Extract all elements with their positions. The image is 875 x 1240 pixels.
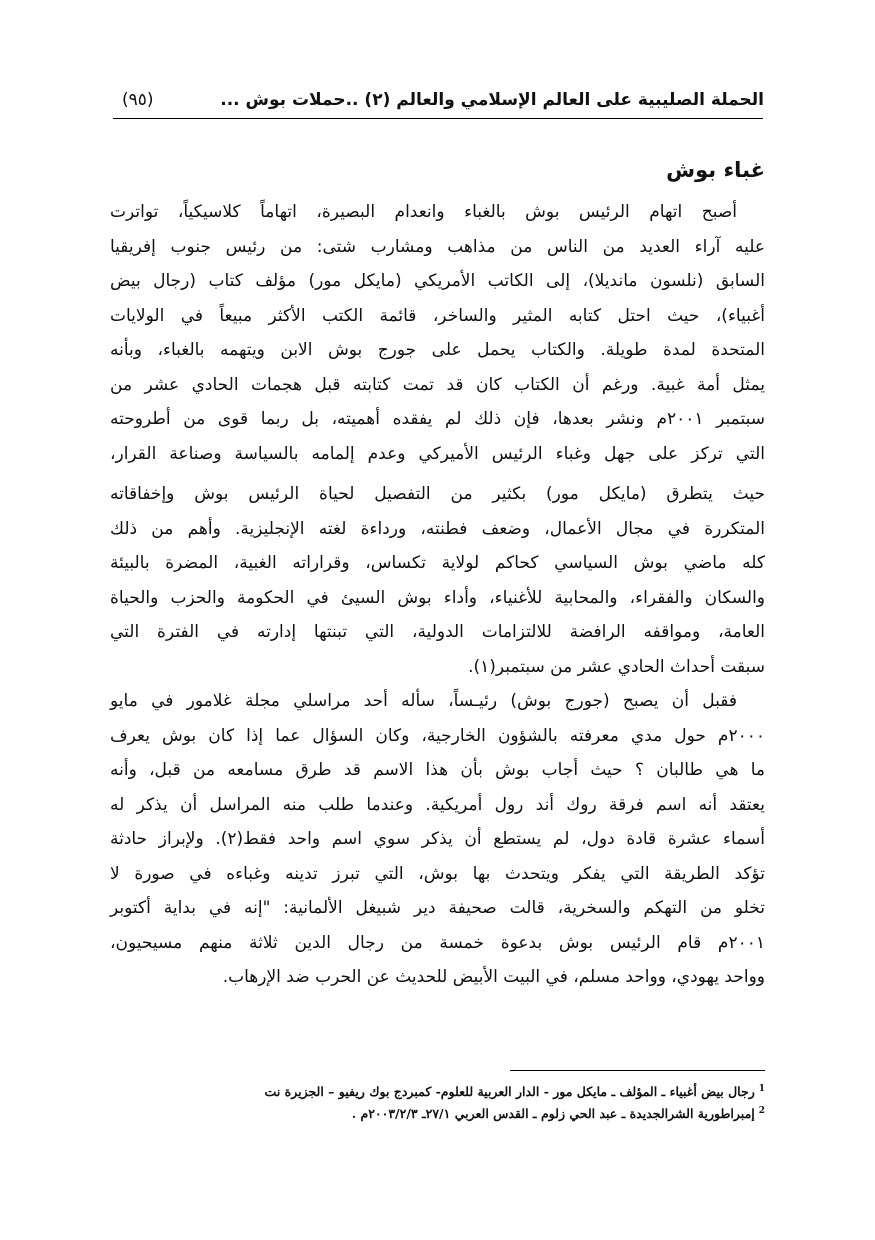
text-line: المتكررة في مجال الأعمال، وضعف فطنته، ورداءة لغته الإنجليزية. وأهم من ذلك [110, 518, 765, 539]
footnote [105, 1078, 765, 1100]
text-line: يعتقد أنه اسم فرقة روك أند رول أمريكية. وعندما طلب منه المراسل أن يذكر له [110, 794, 765, 815]
text-line: فقبل أن يصبح (جورج بوش) رئيـساً، سأله أحد مراسلي مجلة غلامور في مايو [110, 691, 737, 711]
section-heading: غباء بوش [666, 158, 765, 182]
text-line: سبتمبر ٢٠٠١م ونشر بعدها، فإن ذلك لم يفقده أهميته، بل ربما قوى من أطروحته [110, 409, 765, 429]
paragraph [110, 195, 765, 471]
text-line: سبقت أحداث الحادي عشر من سبتمبر(١). [468, 656, 765, 677]
header-title: الحملة الصليبية على العالم الإسلامي والعالم (٢) ..حملات بوش ... [220, 90, 764, 110]
footnote-number: 1 [758, 1084, 765, 1094]
footnote [105, 1100, 765, 1122]
text-line: ما هي طالبان ؟ حيث أجاب بوش بأن هذا الاسم قد طرق مسامعه من قبل، وأنه [110, 760, 765, 780]
paragraph [110, 477, 765, 684]
footnotes [105, 1078, 765, 1122]
footnote-number: 2 [758, 1106, 765, 1116]
footnote-rule [510, 1070, 765, 1071]
text-line: المتحدة لمدة طويلة. والكتاب يحمل على جورج بوش الابن ويتهمه بالغباء، وبأنه [110, 340, 765, 360]
text-line: التي تركز على جهل وغباء الرئيس الأميركي وعدم إلمامه بالسياسة وصناعة القرار، [110, 443, 765, 464]
text-line: ٢٠٠٠م حول مدي معرفته بالشؤون الخارجية، وكان السؤال عما إذا كان بوش يعرف [110, 725, 765, 746]
text-line: عليه آراء العديد من الناس من مذاهب ومشارب شتى: من رئيس جنوب إفريقيا [110, 236, 765, 257]
text-line: أغبياء)، حيث احتل كتابه المثير والساخر، قائمة الكتب الأكثر مبيعاً في الولايات [110, 305, 765, 326]
paragraph [110, 684, 765, 995]
text-line: كله ماضي بوش السياسي كحاكم لولاية تكساس، وقراراته الغبية، المضرة بالبيئة [110, 553, 765, 573]
footnote-text: إمبراطورية الشرالجديدة ـ عبد الحي زلوم ـ القدس العربي ٢٧/١ـ ٢٠٠٣/٢/٣م . [351, 1106, 755, 1122]
text-line: أسماء عشرة قادة دول، لم يستطع أن يذكر سوي اسم واحد فقط(٢). ولإبراز حادثة [110, 829, 766, 849]
text-line: وواحد يهودي، وواحد مسلم، في البيت الأبيض للحديث عن الحرب ضد الإرهاب. [222, 967, 765, 987]
text-line: حيث يتطرق (مايكل مور) بكثير من التفصيل لحياة الرئيس بوش وإخفاقاته [110, 484, 765, 504]
text-line: تؤكد الطريقة التي يفكر ويتحدث بها بوش، التي تبرز تدينه وغباءه في صورة لا [110, 863, 765, 884]
text-line: العامة، ومواقفه الرافضة للالتزامات الدولية، التي تبنتها إدارته في الفترة التي [110, 622, 765, 642]
body-text [110, 195, 765, 995]
page-number: (٩٥) [122, 90, 154, 110]
header-rule [113, 118, 763, 119]
text-line: أصبح اتهام الرئيس بوش بالغباء وانعدام البصيرة، اتهاماً كلاسيكياً، تواترت [110, 202, 737, 222]
text-line: يمثل أمة غبية. ورغم أن الكتاب كان قد تمت كتابته قبل هجمات الحادي عشر من [110, 374, 765, 395]
running-header [112, 88, 764, 116]
text-line: والسكان والفقراء، والمحابية للأغنياء، وأداء بوش السيئ في الحكومة والحزب والحياة [110, 587, 765, 608]
text-line: السابق (نلسون مانديلا)، إلى الكاتب الأمريكي (مايكل مور) مؤلف كتاب (رجال بيض [110, 271, 765, 291]
footnote-text: رجال بيض أغبياء ـ المؤلف ـ مايكل مور - الدار العربية للعلوم- كمبردج بوك ريفيو – الجزيرة نت [264, 1084, 755, 1100]
text-line: تخلو من التهكم والسخرية، قالت صحيفة دير شبيغل الألمانية: "إنه في بداية أكتوبر [110, 898, 765, 918]
text-line: ٢٠٠١م قام الرئيس بوش بدعوة خمسة من رجال الدين ثلاثة منهم مسيحيون، [110, 932, 765, 953]
